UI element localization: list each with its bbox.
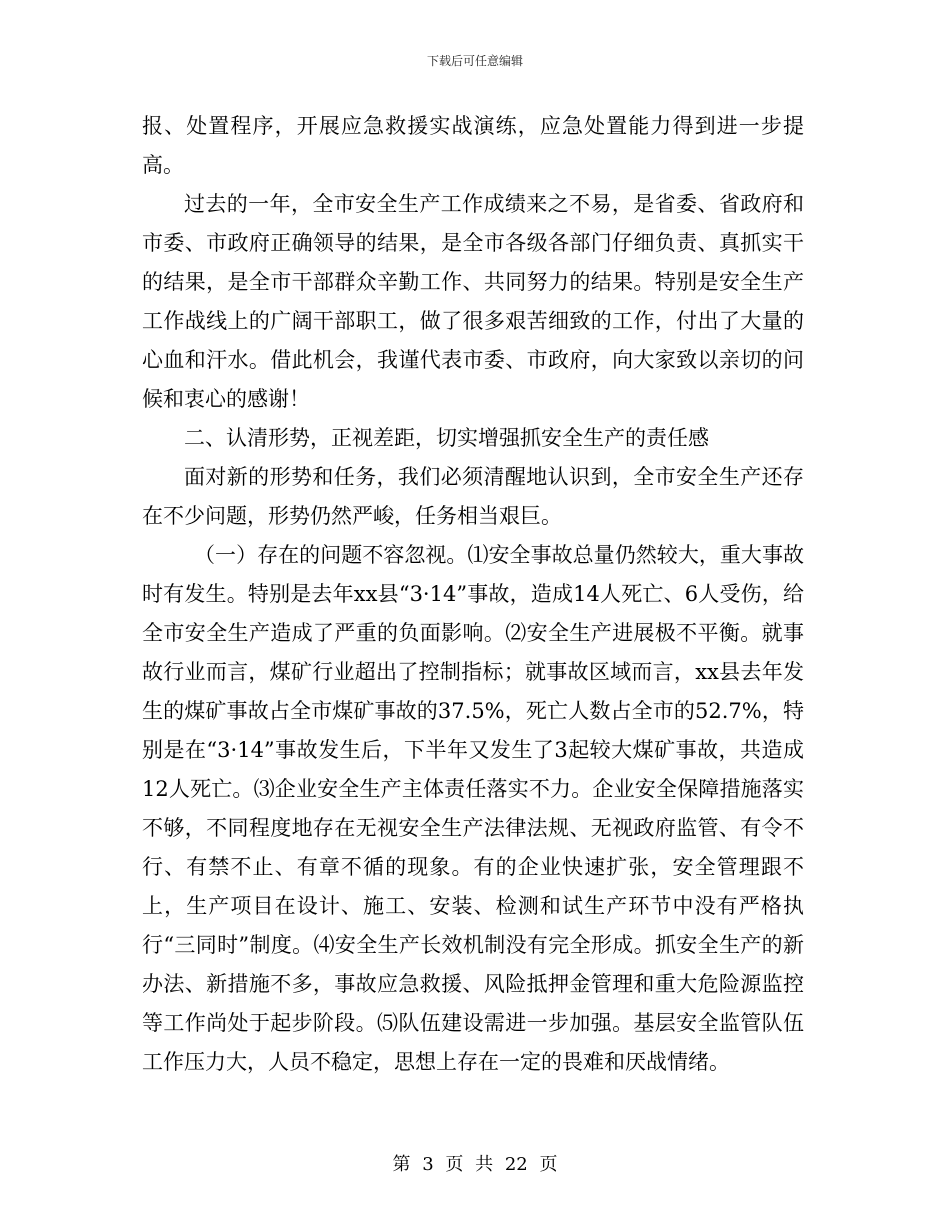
paragraph-summary: 过去的一年，全市安全生产工作成绩来之不易，是省委、省政府和市委、市政府正确领导的结果，是全市各级各部门仔细负责、真抓实干的结果，是全市干部群众辛勤工作、共同努力的结果。特别是安全生产工作战线上的广阔干部职工，做了很多艰苦细致的工作，付出了大量的心血和汗水。借此机会，我谨代表市委、市政府，向大家致以亲切的问候和衷心的感谢！ — [142, 192, 804, 411]
paragraph-problems: （一）存在的问题不容忽视。⑴安全事故总量仍然较大，重大事故时有发生。特别是去年xx县“3·14”事故，造成14人死亡、6人受伤，给全市安全生产造成了严重的负面影响。⑵安全生产进展极不平衡。就事故行业而言，煤矿行业超出了控制指标；就事故区域而言，xx县去年发生的煤矿事故占全市煤矿事故的37.5%，死亡人数占全市的52.7%，特别是在“3·14”事故发生后，下半年又发生了3起较大煤矿事故，共造成12人死亡。⑶企业安全生产主体责任落实不力。企业安全保障措施落实不够，不同程度地存在无视安全生产法律法规、无视政府监管、有令不行、有禁不止、有章不循的现象。有的企业快速扩张，安全管理跟不上，生产项目在设计、施工、安装、检测和试生产环节中没有严格执行“三同时”制度。⑷安全生产长效机制没有完全形成。抓安全生产的新办法、新措施不多，事故应急救援、风险抵押金管理和重大危险源监控等工作尚处于起步阶段。⑸队伍建设需进一步加强。基层安全监管队伍工作压力大，人员不稳定，思想上存在一定的畏难和厌战情绪。 — [142, 543, 804, 1074]
paragraph-situation: 面对新的形势和任务，我们必须清醒地认识到，全市安全生产还存在不少问题，形势仍然严峻，任务相当艰巨。 — [142, 465, 804, 528]
document-body — [142, 107, 804, 1082]
page-number: 第 3 页 共 22 页 — [392, 1154, 558, 1175]
section-heading: 二、认清形势，正视差距，切实增强抓安全生产的责任感 — [184, 426, 709, 450]
paragraph-continuation: 报、处置程序，开展应急救援实战演练，应急处置能力得到进一步提高。 — [142, 114, 804, 177]
page-header: 下载后可任意编辑 — [426, 54, 523, 68]
